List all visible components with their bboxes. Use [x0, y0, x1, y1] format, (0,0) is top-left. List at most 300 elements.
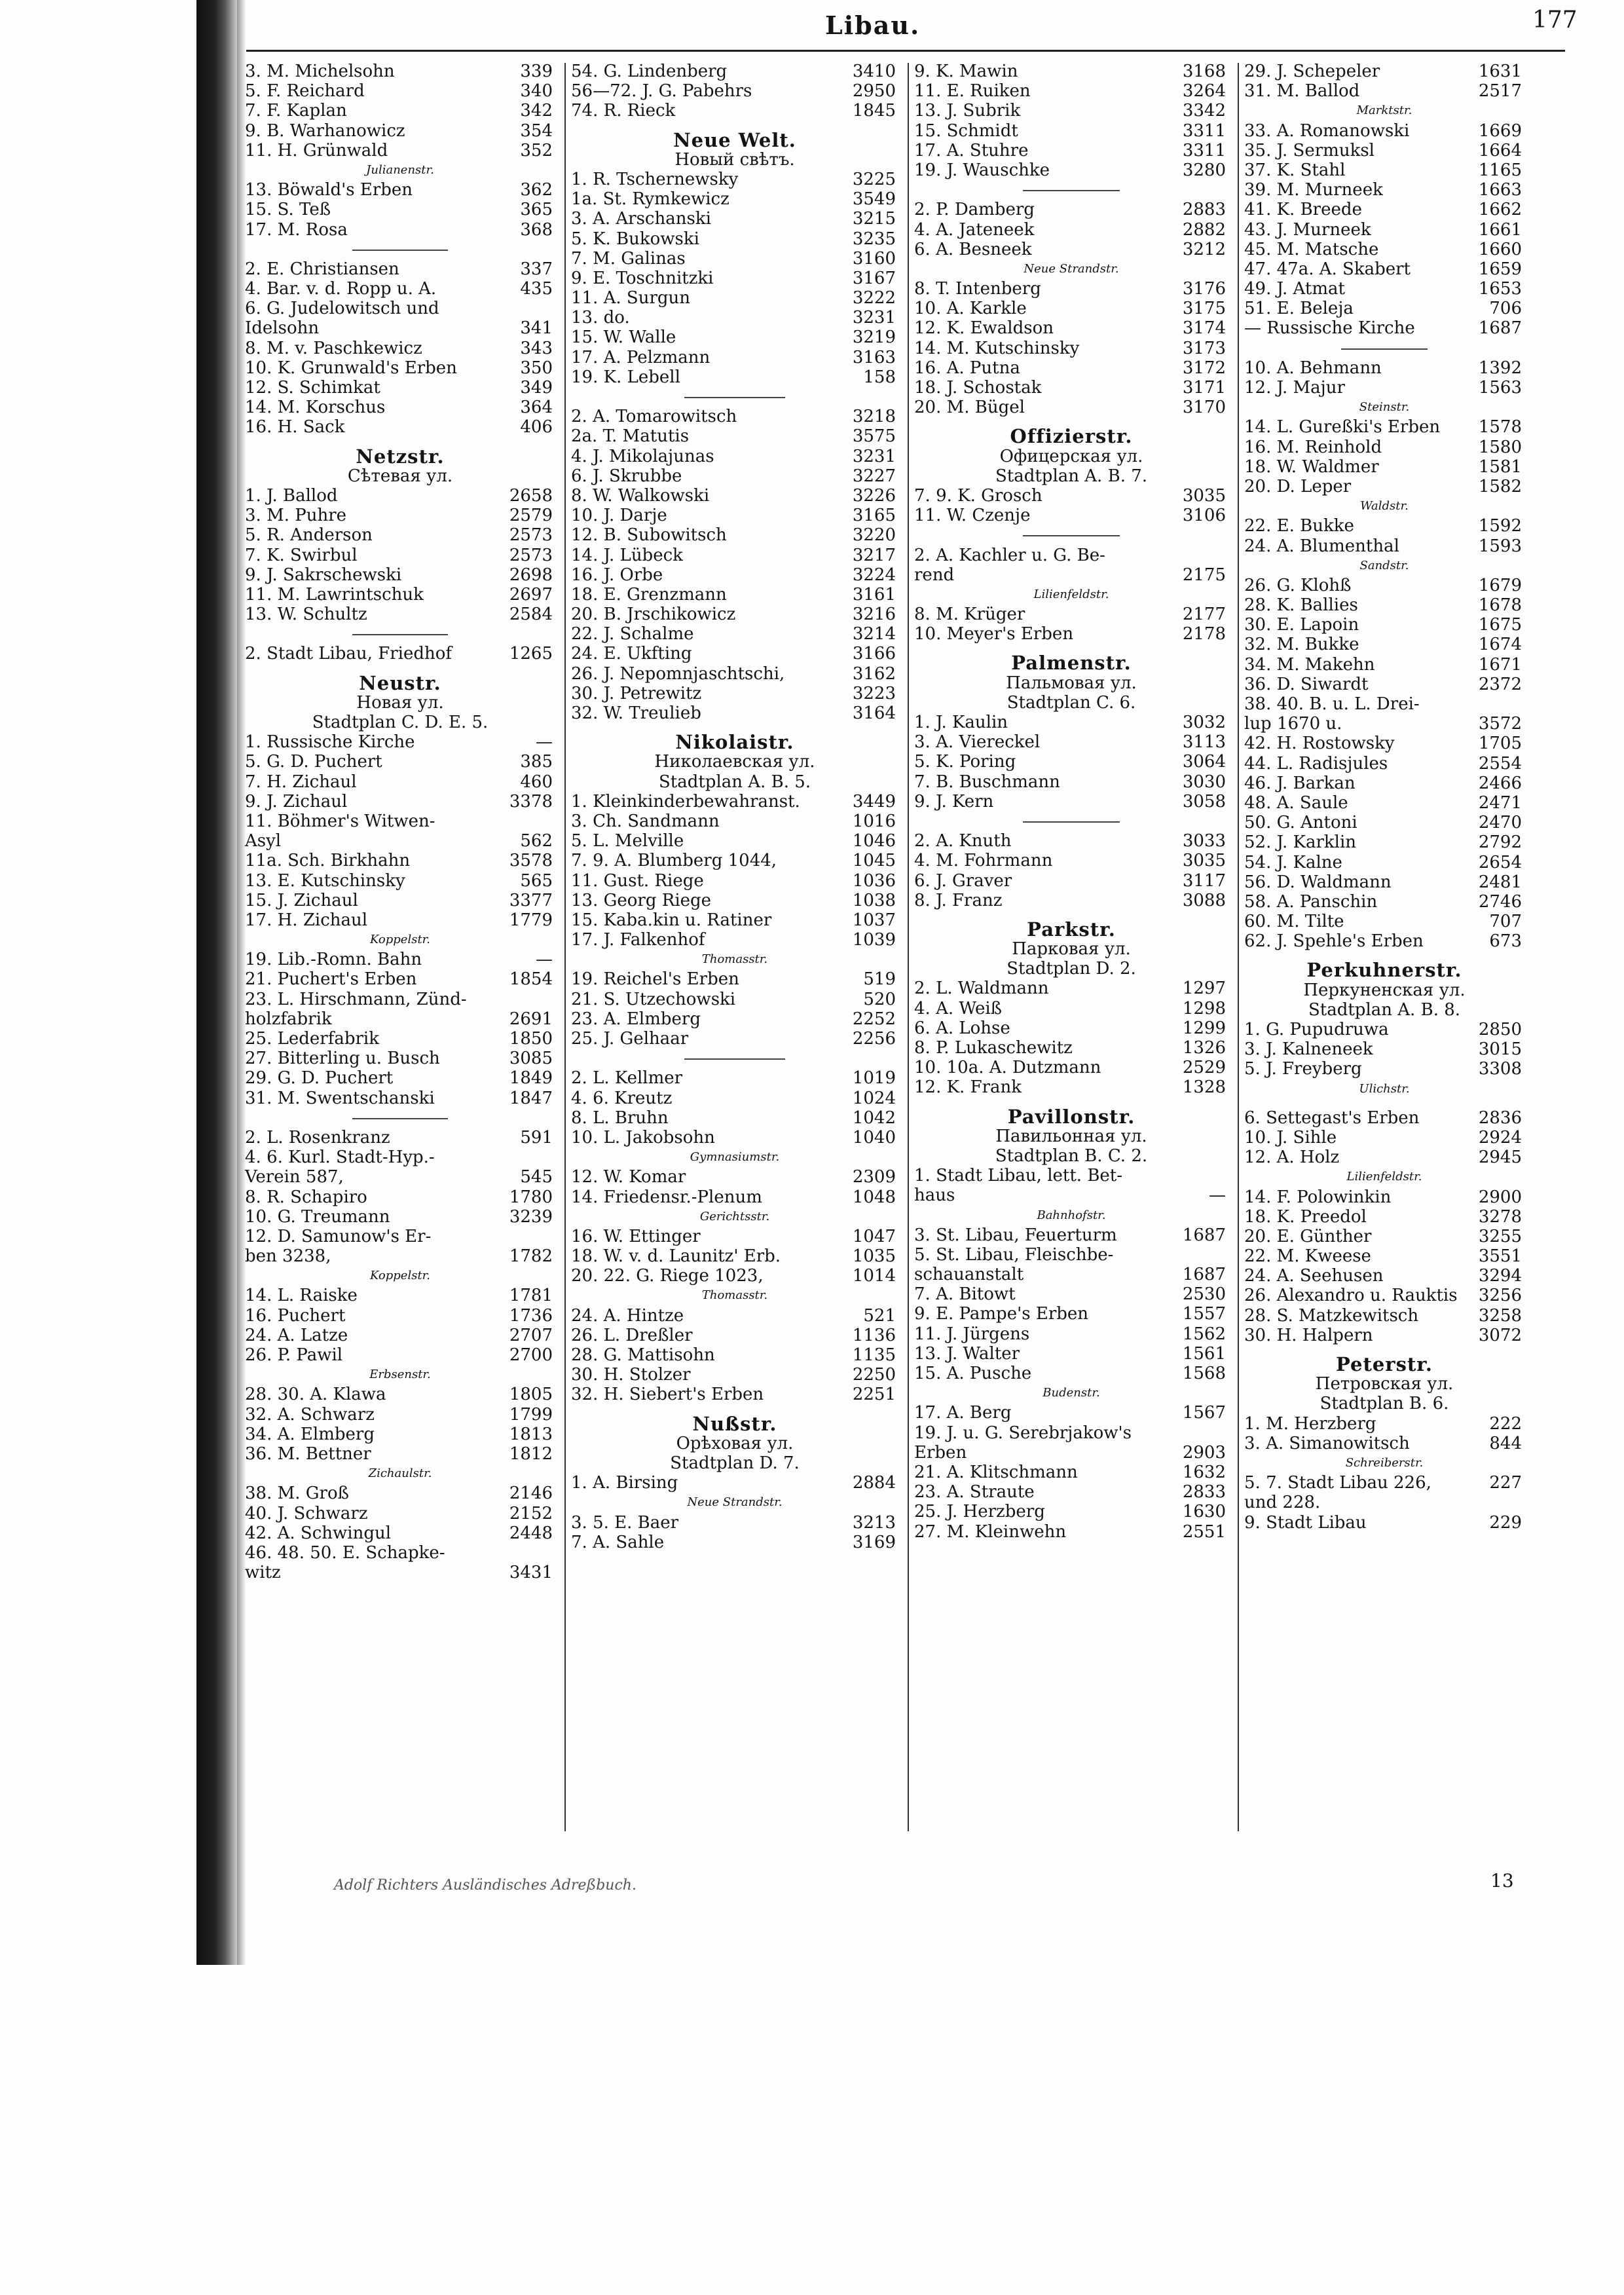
entry-number: 2252	[852, 1009, 896, 1029]
entry-number: 337	[520, 259, 553, 279]
entry-name: 4. Bar. v. d. Ropp u. A.	[245, 279, 437, 299]
entry-number: 3256	[1478, 1286, 1522, 1306]
entry-number: 1849	[509, 1068, 553, 1089]
entry-name: 16. H. Sack	[245, 417, 345, 438]
entry-number: 707	[1489, 912, 1522, 932]
entry-name: 62. J. Spehle's Erben	[1244, 931, 1424, 952]
entry-number: 2178	[1182, 624, 1226, 644]
entry-number: 3165	[852, 506, 896, 526]
address-entry	[1240, 516, 1528, 536]
entry-name: 9. Stadt Libau	[1244, 1512, 1367, 1533]
entry-number: 2250	[852, 1365, 896, 1385]
street-heading: Nußstr.	[692, 1412, 777, 1435]
address-entry	[567, 447, 902, 466]
entry-number: 2950	[852, 81, 896, 102]
entry-number: 3308	[1478, 1059, 1522, 1079]
address-entry	[567, 1365, 902, 1385]
address-entry	[567, 1009, 902, 1029]
address-entry	[910, 1077, 1232, 1097]
entry-number: 1674	[1478, 635, 1522, 655]
entry-name: 1. Russische Kirche	[245, 732, 415, 753]
entry-name: 34. A. Elmberg	[245, 1424, 375, 1444]
entry-name: rend	[914, 565, 955, 585]
entry-number: 2530	[1182, 1284, 1226, 1305]
address-entry	[567, 426, 902, 446]
address-entry	[567, 1326, 902, 1345]
address-entry	[567, 1513, 902, 1533]
side-separator	[241, 240, 559, 259]
address-entry	[1240, 1207, 1528, 1227]
city-plan-reference: Stadtplan A. B. 5.	[658, 772, 811, 792]
entry-name: 6. G. Judelowitsch und	[245, 299, 439, 319]
header-rule	[242, 50, 1565, 52]
entry-name: 36. D. Siwardt	[1244, 674, 1369, 694]
address-entry	[1240, 912, 1528, 931]
entry-number: 520	[863, 989, 896, 1009]
entry-number: —	[536, 732, 553, 753]
cross-street-label: Budenstr.	[1043, 1386, 1100, 1400]
entry-number: 1687	[1182, 1225, 1226, 1245]
entry-number: 3578	[509, 851, 553, 871]
entry-name: 11. A. Surgun	[571, 288, 691, 308]
address-entry	[241, 1246, 559, 1266]
entry-number: 3117	[1182, 870, 1226, 891]
entry-number: 1265	[509, 644, 553, 664]
entry-name: 13. do.	[571, 308, 630, 328]
entry-number: 350	[520, 358, 553, 378]
address-entry	[1240, 1493, 1528, 1512]
entry-number: 1557	[1182, 1304, 1226, 1324]
entry-number: 1039	[852, 930, 896, 950]
address-entry	[567, 969, 902, 989]
entry-number: 2883	[1182, 200, 1226, 220]
entry-name: 9. K. Mawin	[914, 62, 1018, 81]
entry-number: 3172	[1182, 358, 1226, 378]
entry-name: 17. J. Falkenhof	[571, 930, 705, 950]
address-entry	[1240, 62, 1528, 81]
entry-number: 385	[520, 752, 553, 772]
entry-name: 17. A. Berg	[914, 1403, 1012, 1423]
entry-number: 3231	[852, 446, 896, 466]
entry-number: 435	[520, 279, 553, 299]
entry-number: 2177	[1182, 605, 1226, 625]
entry-name: 1. G. Pupudruwa	[1244, 1020, 1389, 1039]
entry-name: 50. G. Antoni	[1244, 813, 1357, 833]
side-separator	[910, 812, 1232, 831]
address-entry	[241, 1049, 559, 1068]
address-entry	[567, 101, 902, 121]
entry-number: 229	[1489, 1512, 1522, 1533]
address-entry	[241, 831, 559, 851]
entry-number: 3175	[1182, 299, 1226, 319]
address-entry	[241, 1286, 559, 1305]
entry-name: 4. A. Jateneek	[914, 219, 1035, 240]
entry-name: 17. A. Stuhre	[914, 140, 1029, 160]
entry-number: 3227	[852, 466, 896, 486]
section-gap	[1240, 1099, 1528, 1108]
address-entry	[241, 605, 559, 624]
address-entry	[241, 871, 559, 891]
entry-number: 1678	[1478, 595, 1522, 616]
address-entry	[567, 871, 902, 891]
entry-number: 2882	[1182, 219, 1226, 240]
address-entry	[567, 664, 902, 684]
entry-number: 406	[520, 417, 553, 438]
entry-number: 2746	[1478, 891, 1522, 912]
column-rule	[908, 63, 909, 1831]
entry-number: 2833	[1182, 1482, 1226, 1502]
cross-street-label: Erbsenstr.	[369, 1368, 431, 1382]
entry-name: 3. A. Simanowitsch	[1244, 1433, 1410, 1453]
address-entry	[241, 1444, 559, 1464]
address-entry	[567, 189, 902, 209]
entry-name: 11. M. Lawrintschuk	[245, 584, 424, 605]
entry-number: 2470	[1478, 813, 1522, 833]
separator-dash	[1023, 535, 1120, 536]
address-entry	[241, 910, 559, 930]
entry-name: 24. A. Hintze	[571, 1305, 684, 1326]
city-plan-reference: Stadtplan B. C. 2.	[995, 1146, 1148, 1166]
address-entry	[1240, 576, 1528, 595]
cross-street-label: Gymnasiumstr.	[690, 1150, 780, 1165]
address-entry	[241, 1009, 559, 1029]
entry-number: 3163	[852, 347, 896, 367]
entry-name: 5. J. Freyberg	[1244, 1059, 1362, 1079]
entry-number: 3226	[852, 485, 896, 506]
entry-number: 2448	[509, 1523, 553, 1543]
entry-name: 5. K. Bukowski	[571, 229, 699, 249]
entry-number: 1581	[1478, 457, 1522, 477]
entry-number: 2903	[1182, 1442, 1226, 1463]
entry-name: lup 1670 u.	[1244, 714, 1342, 734]
entry-number: 3235	[852, 229, 896, 249]
entry-name: 16. M. Reinhold	[1244, 437, 1382, 457]
address-entry	[567, 1128, 902, 1148]
city-plan-reference: Stadtplan D. 7.	[670, 1453, 800, 1473]
entry-number: 1799	[509, 1404, 553, 1425]
entry-name: haus	[914, 1185, 955, 1206]
address-entry	[241, 339, 559, 358]
address-entry	[567, 585, 902, 605]
entry-name: 22. E. Bukke	[1244, 516, 1354, 536]
entry-number: 3258	[1478, 1305, 1522, 1326]
address-entry	[910, 1344, 1232, 1364]
entry-name: 10. J. Darje	[571, 506, 667, 526]
street-heading: Offizierstr.	[1010, 425, 1133, 448]
entry-name: 33. A. Romanowski	[1244, 121, 1410, 141]
separator-dash	[684, 1058, 785, 1060]
address-entry	[567, 910, 902, 930]
street-heading-russian: Новая ул.	[356, 692, 444, 713]
entry-number: 3219	[852, 327, 896, 348]
entry-name: 5. L. Melville	[571, 831, 684, 851]
entry-number: 1135	[852, 1345, 896, 1365]
entry-name: 19. J. u. G. Serebrjakow's	[914, 1423, 1132, 1443]
entry-name: 3. A. Viereckel	[914, 732, 1041, 753]
entry-name: 30. J. Petrewitz	[571, 683, 702, 703]
entry-number: 1659	[1478, 259, 1522, 279]
entry-name: 56—72. J. G. Pabehrs	[571, 81, 752, 102]
entry-number: 3168	[1182, 62, 1226, 81]
address-entry	[1240, 1108, 1528, 1128]
address-entry	[1240, 1513, 1528, 1533]
entry-name: 10. J. Sihle	[1244, 1127, 1337, 1148]
address-entry	[241, 1089, 559, 1108]
address-entry	[241, 1543, 559, 1563]
cross-street-label: Koppelstr.	[369, 933, 431, 947]
address-entry	[910, 1225, 1232, 1245]
entry-name: 20. D. Leper	[1244, 476, 1352, 496]
address-entry	[241, 141, 559, 160]
address-entry	[241, 1167, 559, 1187]
street-heading-russian: Офицерская ул.	[999, 446, 1143, 466]
address-entry	[1240, 121, 1528, 141]
entry-name: 31. M. Ballod	[1244, 81, 1360, 102]
address-entry	[1240, 1039, 1528, 1059]
address-entry	[567, 525, 902, 545]
entry-number: 2554	[1478, 753, 1522, 774]
entry-name: 24. A. Blumenthal	[1244, 536, 1399, 556]
entry-number: 3549	[852, 189, 896, 210]
entry-name: 6. Settegast's Erben	[1244, 1108, 1420, 1128]
entry-name: 9. E. Pampe's Erben	[914, 1304, 1089, 1324]
entry-number: 2900	[1478, 1187, 1522, 1207]
entry-name: 23. A. Straute	[914, 1482, 1035, 1502]
entry-name: 8. P. Lukaschewitz	[914, 1038, 1073, 1058]
entry-name: 40. J. Schwarz	[245, 1503, 368, 1523]
entry-name: 74. R. Rieck	[571, 101, 676, 121]
cross-street-label: Steinstr.	[1359, 400, 1410, 415]
entry-name: 43. J. Murneek	[1244, 219, 1371, 240]
entry-name: 12. W. Komar	[571, 1167, 686, 1187]
entry-name: 15. Schmidt	[914, 121, 1018, 141]
entry-name: 30. H. Stolzer	[571, 1365, 691, 1385]
address-entry	[241, 358, 559, 378]
entry-number: 2884	[852, 1473, 896, 1493]
entry-name: 14. J. Lübeck	[571, 545, 683, 565]
entry-name: 8. M. v. Paschkewicz	[245, 338, 422, 358]
entry-name: 42. H. Rostowsky	[1244, 734, 1395, 754]
address-entry	[910, 339, 1232, 358]
address-entry	[567, 249, 902, 269]
street-heading: Nikolaistr.	[675, 731, 794, 754]
entry-number: 1660	[1478, 239, 1522, 259]
street-heading: Neustr.	[359, 671, 441, 694]
entry-name: 10. G. Treumann	[245, 1206, 390, 1227]
entry-name: 28. 30. A. Klawa	[245, 1385, 386, 1405]
entry-name: 3. J. Kalneneek	[1244, 1039, 1373, 1060]
address-entry	[910, 1502, 1232, 1521]
entry-name: 5. 7. Stadt Libau 226,	[1244, 1473, 1431, 1493]
address-entry	[910, 792, 1232, 812]
entry-name: 49. J. Atmat	[1244, 279, 1345, 299]
city-plan-reference: Stadtplan B. 6.	[1320, 1394, 1449, 1414]
entry-number: 1016	[852, 811, 896, 831]
entry-name: 26. L. Dreßler	[571, 1325, 693, 1345]
entry-number: 1037	[852, 910, 896, 930]
address-entry	[241, 1207, 559, 1227]
entry-number: 3173	[1182, 338, 1226, 358]
address-entry	[1240, 1306, 1528, 1326]
city-plan-reference: Stadtplan C. D. E. 5.	[312, 713, 489, 732]
cross-street-label: Marktstr.	[1356, 103, 1412, 118]
side-separator	[241, 1108, 559, 1128]
address-entry	[241, 585, 559, 605]
cross-street-label: Julianenstr.	[366, 162, 434, 177]
entry-name: 7. B. Buschmann	[914, 772, 1060, 792]
address-entry	[1240, 655, 1528, 675]
cross-street-label: Lilienfeldstr.	[1346, 1170, 1422, 1184]
entry-number: 1593	[1478, 536, 1522, 556]
address-entry	[567, 546, 902, 565]
entry-number: 1631	[1478, 62, 1522, 81]
address-entry	[241, 950, 559, 969]
city-plan-reference: Stadtplan A. B. 7.	[995, 466, 1148, 486]
entry-number: 2698	[509, 565, 553, 585]
entry-name: 8. J. Franz	[914, 890, 1003, 910]
entry-name: 5. G. D. Puchert	[245, 752, 382, 772]
entry-number: 1561	[1182, 1343, 1226, 1364]
address-entry	[567, 308, 902, 327]
entry-number: 3212	[1182, 239, 1226, 259]
separator-dash	[1023, 190, 1120, 191]
entry-name: 21. S. Utzechowski	[571, 989, 736, 1009]
address-entry	[1240, 417, 1528, 437]
entry-number: 3213	[852, 1512, 896, 1533]
entry-number: 460	[520, 772, 553, 792]
entry-name: 16. W. Ettinger	[571, 1226, 701, 1246]
entry-number: 1780	[509, 1187, 553, 1207]
entry-name: 7. A. Sahle	[571, 1532, 665, 1552]
address-entry	[910, 565, 1232, 585]
street-heading-russian: Павильонная ул.	[995, 1126, 1147, 1146]
entry-name: 20. E. Günther	[1244, 1226, 1372, 1246]
entry-number: 3255	[1478, 1226, 1522, 1246]
entry-number: 3218	[852, 407, 896, 427]
entry-name: 15. S. Teß	[245, 200, 331, 220]
entry-name: 1a. St. Rymkewicz	[571, 189, 729, 210]
entry-number: 2573	[509, 545, 553, 565]
address-entry	[567, 1108, 902, 1128]
entry-name: 30. H. Halpern	[1244, 1325, 1373, 1345]
address-entry	[1240, 774, 1528, 793]
cross-street-label: Bahnhofstr.	[1037, 1208, 1106, 1222]
entry-number: 3311	[1182, 140, 1226, 160]
sheet-signature: 13	[1490, 1870, 1514, 1892]
entry-number: 2481	[1478, 872, 1522, 892]
address-entry	[910, 891, 1232, 910]
entry-name: 4. 6. Kreutz	[571, 1088, 673, 1108]
address-entry	[567, 466, 902, 486]
entry-number: 227	[1489, 1473, 1522, 1493]
entry-number: 1687	[1478, 318, 1522, 339]
entry-name: 15. Kaba.kin u. Ratiner	[571, 910, 772, 930]
address-entry	[241, 969, 559, 989]
address-entry	[567, 644, 902, 663]
address-entry	[567, 1068, 902, 1088]
entry-name: 18. W. v. d. Launitz' Erb.	[571, 1246, 781, 1267]
entry-name: 2a. T. Matutis	[571, 426, 690, 447]
street-heading-russian: Парковая ул.	[1012, 939, 1131, 960]
entry-number: 2309	[852, 1167, 896, 1187]
entry-name: 9. B. Warhanowicz	[245, 121, 405, 141]
address-entry	[567, 348, 902, 367]
entry-name: 3. M. Puhre	[245, 506, 347, 526]
entry-number: 1669	[1478, 121, 1522, 141]
entry-number: 3217	[852, 545, 896, 565]
entry-name: 18. K. Preedol	[1244, 1206, 1367, 1227]
entry-name: 23. L. Hirschmann, Zünd-	[245, 989, 467, 1009]
entry-number: 3431	[509, 1563, 553, 1583]
entry-name: Erben	[914, 1442, 967, 1463]
address-entry	[910, 732, 1232, 752]
entry-name: 2. A. Kachler u. G. Be-	[914, 545, 1105, 565]
entry-number: 3162	[852, 663, 896, 684]
address-entry	[910, 1423, 1232, 1443]
address-entry	[241, 1029, 559, 1049]
address-entry	[1240, 1473, 1528, 1493]
entry-name: 1. Stadt Libau, lett. Bet-	[914, 1166, 1123, 1186]
entry-number: 3264	[1182, 81, 1226, 102]
entry-number: 2152	[509, 1503, 553, 1523]
entry-number: 3161	[852, 584, 896, 605]
entry-number: 1781	[509, 1286, 553, 1306]
entry-number: 3035	[1182, 851, 1226, 871]
address-entry	[1240, 754, 1528, 774]
entry-name: 26. P. Pawil	[245, 1345, 343, 1365]
address-entry	[241, 180, 559, 200]
side-separator	[241, 624, 559, 644]
address-entry	[241, 732, 559, 752]
address-entry	[241, 200, 559, 219]
address-entry	[1240, 1148, 1528, 1167]
address-entry	[1240, 1187, 1528, 1207]
entry-number: 591	[520, 1127, 553, 1148]
address-entry	[241, 486, 559, 506]
address-entry	[1240, 853, 1528, 872]
entry-number: 2372	[1478, 674, 1522, 694]
entry-number: 1298	[1182, 998, 1226, 1018]
address-entry	[1240, 734, 1528, 753]
address-entry	[567, 891, 902, 910]
street-heading-russian: Николаевская ул.	[654, 752, 815, 772]
entry-number: 3278	[1478, 1206, 1522, 1227]
entry-number: 1845	[852, 101, 896, 121]
address-entry	[1240, 318, 1528, 338]
entry-number: 2579	[509, 506, 553, 526]
address-entry	[241, 1483, 559, 1503]
entry-name: 10. 10a. A. Dutzmann	[914, 1058, 1101, 1078]
entry-number: 352	[520, 140, 553, 160]
address-entry	[910, 1304, 1232, 1324]
address-entry	[1240, 793, 1528, 813]
column-rule	[564, 63, 566, 1831]
entry-number: 3575	[852, 426, 896, 447]
address-entry	[567, 62, 902, 81]
entry-number: 1663	[1478, 180, 1522, 200]
entry-number: 1736	[509, 1305, 553, 1326]
address-entry	[567, 1306, 902, 1326]
address-entry	[241, 1187, 559, 1207]
entry-name: 1. J. Kaulin	[914, 713, 1008, 732]
entry-name: 1. J. Ballod	[245, 485, 338, 506]
entry-name: und 228.	[1244, 1493, 1321, 1513]
entry-number: 3015	[1478, 1039, 1522, 1060]
entry-name: 7. A. Bitowt	[914, 1284, 1016, 1305]
entry-name: 10. A. Karkle	[914, 299, 1027, 319]
entry-number: 365	[520, 200, 553, 220]
entry-name: 20. B. Jrschikowicz	[571, 605, 736, 625]
